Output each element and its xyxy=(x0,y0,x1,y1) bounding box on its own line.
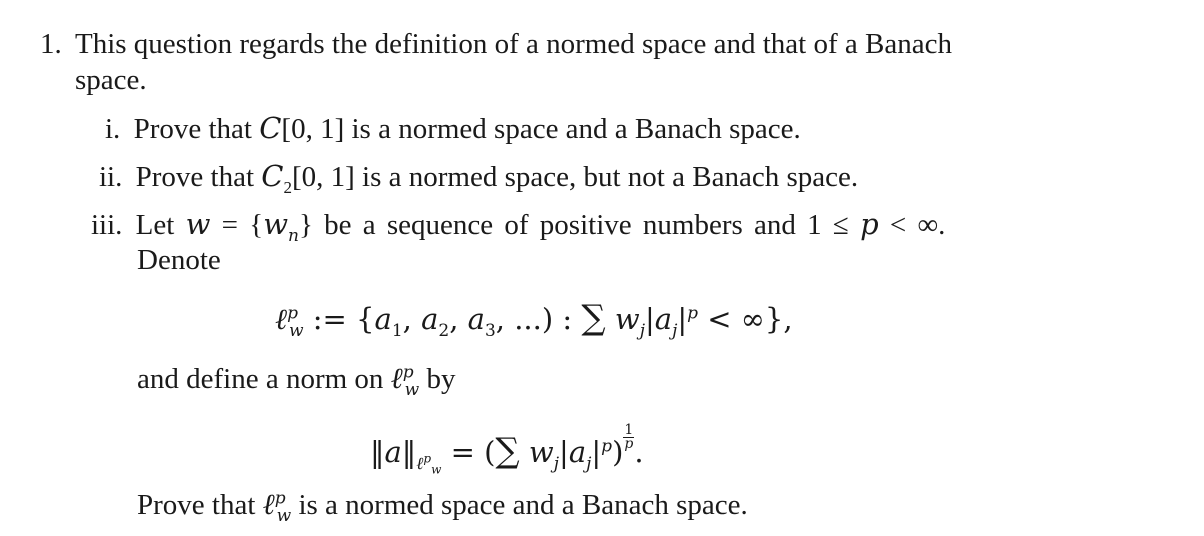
item-ii xyxy=(99,158,858,195)
item-ii-label: ii. xyxy=(99,161,123,193)
lp-definition: ℓ$^p_w$ := {$a_1$, $a_2$, $a_3$, ...) : ∑ $w_j|a_j|^p$ < ∞}, xyxy=(275,298,793,341)
item-iii xyxy=(91,206,946,246)
define-norm-text: and define a norm on ℓ$^p_w$ by xyxy=(137,361,456,400)
problem-intro-line-2: space. xyxy=(75,64,147,96)
item-i-label: i. xyxy=(105,113,121,145)
item-i-text: Prove that C[0, 1] is a normed space and a Banach space. xyxy=(133,111,801,145)
problem-intro: This question regards the definition of a normed space and that of a Banach xyxy=(75,28,952,60)
norm-formula: $‖a‖_{\ell^p_w}$ = (∑ $w_j|a_j|^p$) $\frac{1}{p}$ . xyxy=(370,422,644,477)
problem-intro-line-1 xyxy=(40,26,952,62)
problem-number: 1. xyxy=(40,28,62,60)
denote-text: Denote xyxy=(137,244,221,276)
item-i xyxy=(105,110,801,147)
item-iii-text: Let $w = \{w_n\}$ be a sequence of positive numbers and 1 ≤ p < ∞. xyxy=(135,207,946,246)
item-iii-label: iii. xyxy=(91,209,123,241)
item-ii-text: Prove that $C_2[0$, 1] is a normed space, but not a Banach space. xyxy=(135,159,859,197)
conclusion-text: Prove that ℓ$^p_w$ is a normed space and a Banach space. xyxy=(137,487,748,526)
